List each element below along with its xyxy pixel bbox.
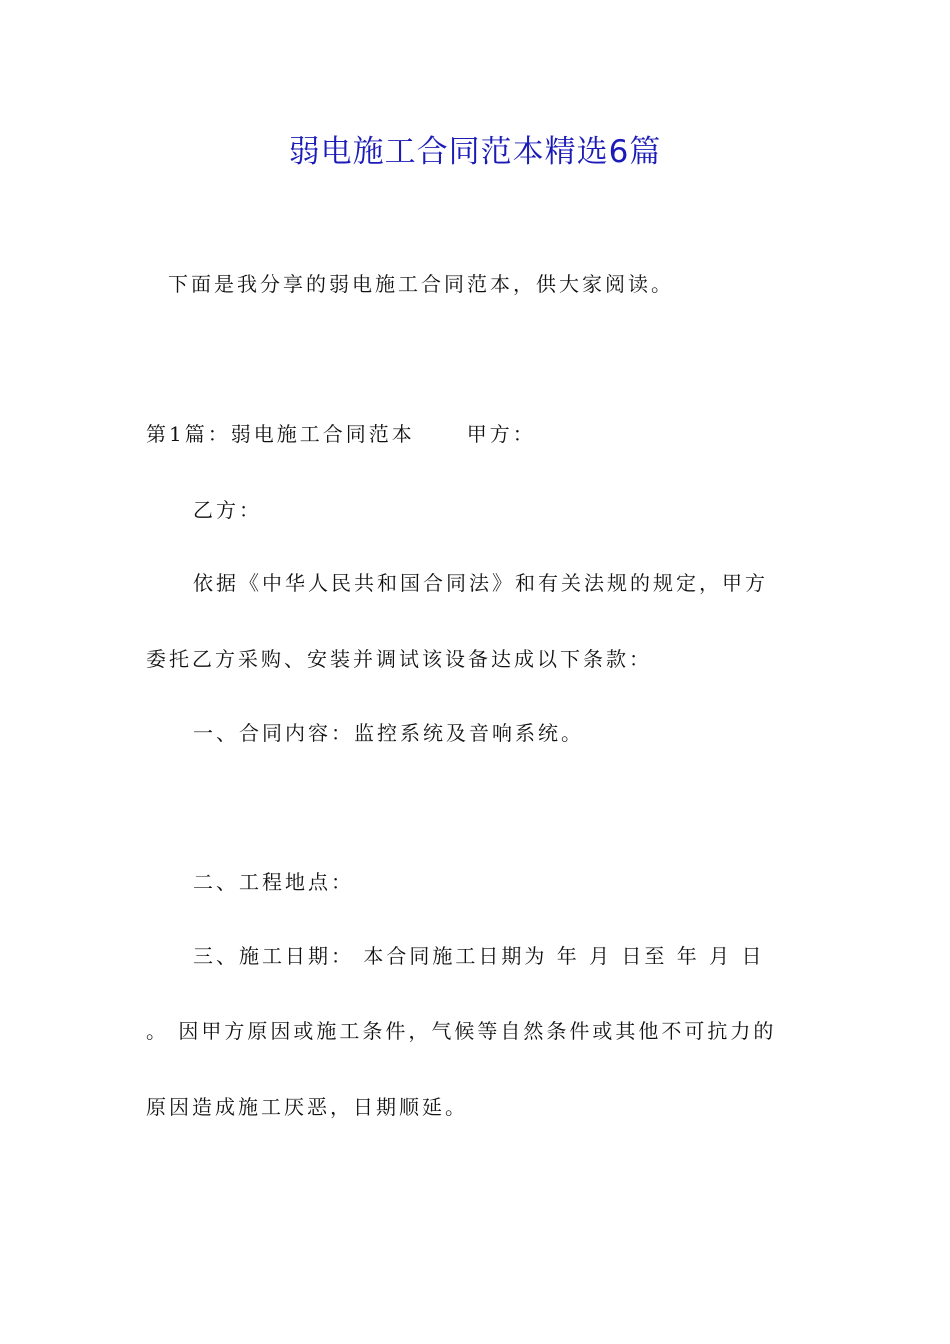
clause-project-location: 二、工程地点： (193, 870, 354, 894)
intro-paragraph: 下面是我分享的弱电施工合同范本，供大家阅读。 (168, 272, 674, 296)
paragraph-line: 。 因甲方原因或施工条件，气候等自然条件或其他不可抗力的 (146, 1019, 777, 1043)
party-b-label: 乙方： (193, 498, 262, 522)
paragraph-line: 原因造成施工厌恶，日期顺延。 (146, 1095, 468, 1119)
document-title: 弱电施工合同范本精选6篇 (288, 134, 662, 170)
clause-contract-content: 一、合同内容：监控系统及音响系统。 (193, 721, 584, 745)
paragraph-line: 委托乙方采购、安装并调试该设备达成以下条款： (146, 647, 652, 671)
clause-construction-date: 三、施工日期： 本合同施工日期为 年 月 日至 年 月 日 (193, 944, 765, 968)
section-heading-line (146, 418, 816, 450)
section-heading: 第1篇：弱电施工合同范本 (146, 422, 415, 446)
paragraph-line: 依据《中华人民共和国合同法》和有关法规的规定，甲方 (193, 571, 768, 595)
party-a-label: 甲方： (466, 422, 536, 446)
